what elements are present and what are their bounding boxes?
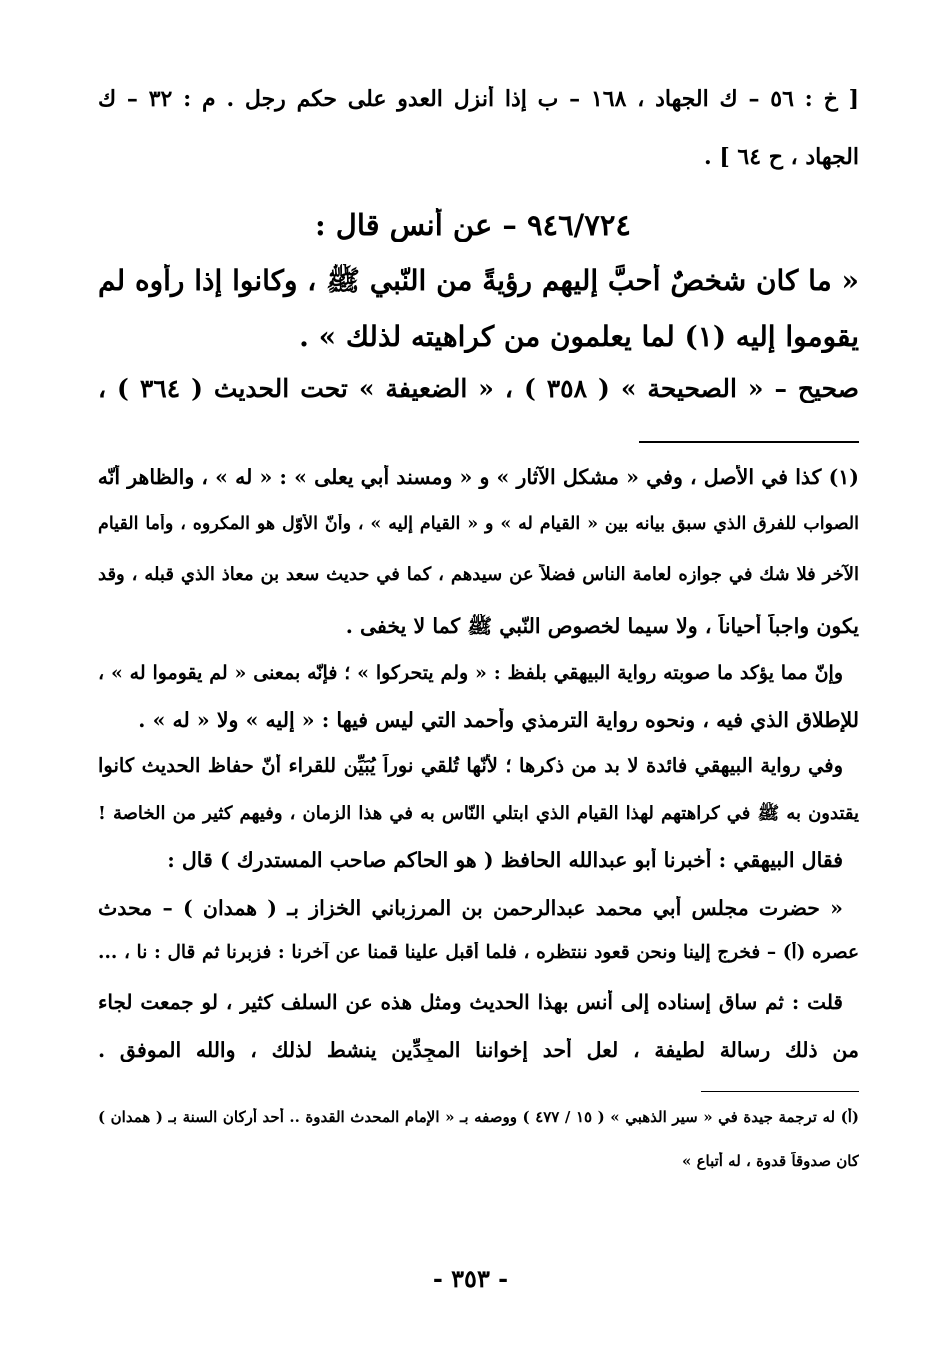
subfootnote-divider	[701, 1091, 859, 1092]
hadith-grade: صحيح – « الصحيحة » ( ٣٥٨ ) ، « الضعيفة » تحت الحديث ( ٣٦٤ ) ،	[98, 374, 859, 403]
reference-line-1: [ خ : ٥٦ – ك الجهاد ، ١٦٨ – ب إذا أنزل العدو على حكم رجل . م : ٣٢ – ك	[98, 86, 859, 112]
subfootnote-line: كان صدوقاً قدوة ، له أتباع »	[681, 1152, 859, 1170]
footnote-line: (١) كذا في الأصل ، وفي « مشكل الآثار » و « ومسند أبي يعلى » : « له » ، والظاهر أنّه	[98, 465, 859, 489]
subfootnote-line: (أ) له ترجمة جيدة في « سير الذهبي » ( ١٥ / ٤٧٧ ) ووصفه بـ « الإمام المحدث القدوة .. أحد أركان السنة بـ ( همدان )	[98, 1108, 859, 1126]
footnote-line: يقتدون به ﷺ في كراهتهم لهذا القيام الذي ابتلي النّاس به في هذا الزمان ، وفيهم كثير من الخاصة !	[98, 803, 859, 824]
footnote-line: للإطلاق الذي فيه ، ونحوه رواية الترمذي وأحمد التي ليس فيها : « إليه » ولا « له » .	[138, 708, 859, 732]
footnote-line: يكون واجباً أحياناً ، ولا سيما لخصوص النّبي ﷺ كما لا يخفى .	[345, 614, 859, 638]
footnote-line: وإنّ مما يؤكد ما صوبته رواية البيهقي بلفظ : « ولم يتحركوا » ؛ فإنّه بمعنى « لم يقوموا له » ،	[98, 662, 843, 684]
hadith-heading: ٩٤٦/٧٢٤ – عن أنس قال :	[315, 208, 631, 242]
page-number: - ٣٥٣ -	[432, 1264, 509, 1293]
footnote-line: عصره (أ) – فخرج إلينا ونحن قعود ننتظره ، فلما أقبل علينا قمنا عن آخرنا : فزبرنا ثم قال : نا ، ...	[98, 942, 859, 963]
footnote-line: من ذلك رسالة لطيفة ، لعل أحد إخواننا المجِدِّين ينشط لذلك ، والله الموفق .	[98, 1038, 859, 1062]
footnote-divider	[639, 441, 859, 443]
footnote-line: قلت : ثم ساق إسناده إلى أنس بهذا الحديث ومثل هذه عن السلف كثير ، لو جمعت لجاء	[98, 990, 843, 1014]
footnote-line: الصواب للفرق الذي سبق بيانه بين « القيام له » و « القيام إليه » ، وأنّ الأوّل هو المكروه ، وأما القيام	[98, 514, 859, 534]
footnote-line: « حضرت مجلس أبي محمد عبدالرحمن بن المرزباني الخزاز بـ ( همدان ) – محدث	[98, 896, 843, 920]
hadith-text-line-2: يقوموا إليه (١) لما يعلمون من كراهيته لذلك » .	[299, 320, 859, 353]
footnote-line: فقال البيهقي : أخبرنا أبو عبدالله الحافظ ( هو الحاكم صاحب المستدرك ) قال :	[167, 848, 843, 872]
hadith-text-line-1: « ما كان شخصٌ أحبَّ إليهم رؤيةً من النّبي ﷺ ، وكانوا إذا رأوه لم	[98, 264, 859, 297]
reference-line-2: الجهاد ، ح ٦٤ ] .	[704, 144, 859, 170]
footnote-line: وفي رواية البيهقي فائدة لا بد من ذكرها ؛ لأنّها تُلقي نوراً يُبَيِّن للقراء أنّ حفاظ الحديث كانوا	[98, 754, 843, 777]
footnote-line: الآخر فلا شك في جوازه لعامة الناس فضلاً عن سيدهم ، كما في حديث سعد بن معاذ الذي قبله ، وقد	[98, 564, 859, 585]
